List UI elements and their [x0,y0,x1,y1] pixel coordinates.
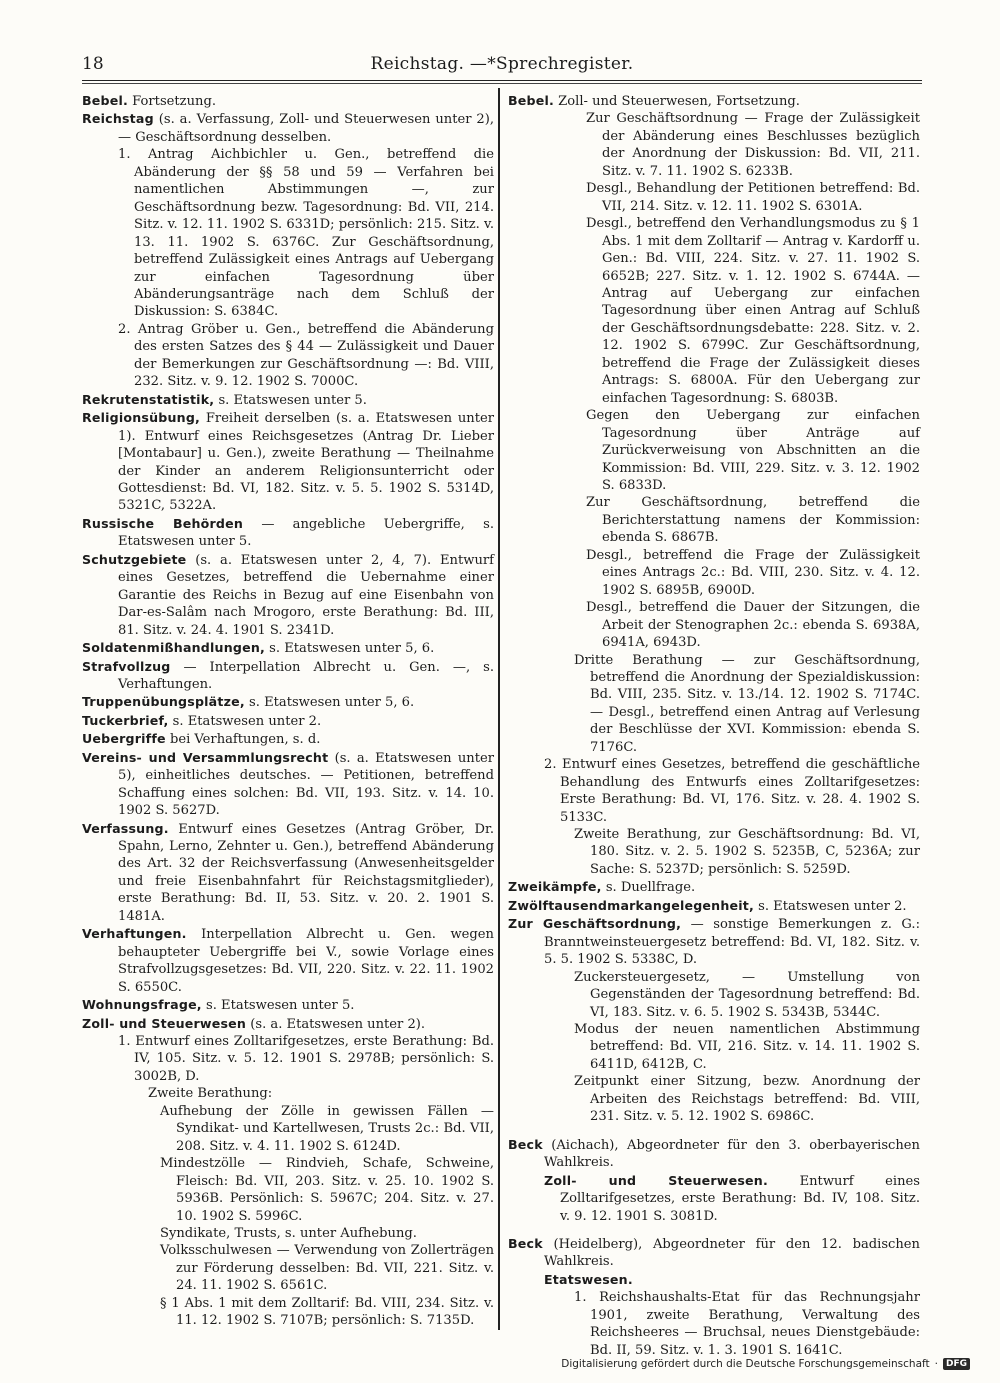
index-entry [82,1295,494,1330]
entry-text: Zoll- und Steuerwesen, Fortsetzung. [558,94,800,109]
entry-text: 1. Entwurf eines Zolltarifgesetzes, erste Berathung: Bd. IV, 105. Sitz. v. 5. 12. 1901 S. 2978B; persönlich: S. 3002B, D. [118,1034,494,1084]
header-rule [82,80,922,81]
entry-text: (Aichach), Abgeordneter für den 3. oberbayerischen Wahlkreis. [544,1137,920,1171]
entry-text: bei Verhaftungen, s. d. [169,732,321,748]
index-entry [82,1242,494,1294]
index-entry [508,756,920,826]
index-entry [508,92,920,110]
entry-headword: Bebel. [508,93,554,108]
entry-text: (s. a. Etatswesen unter 2). [250,1016,426,1032]
entry-headword: Religionsübung, [82,410,201,426]
entry-text: Modus der neuen namentlichen Abstimmung betreffend: Bd. VII, 216. Sitz. v. 14. 11. 1902 S. 6411D, 6412B, C. [574,1022,920,1072]
index-entry [82,1103,494,1155]
index-entry [82,749,494,820]
entry-headword: Schutzgebiete [82,551,187,567]
entry-headword: Zoll- und Steuerwesen. [544,1172,768,1188]
entry-text: Interpellation Albrecht u. Gen. wegen behaupteter Uebergriffe bei V., sowie Vorlage eines Strafvollzugsgesetzes: Bd. VII, 220. Sitz. v. 22. 11. 1902 S. 6550C. [118,927,494,995]
index-entry [508,180,920,215]
entry-text: s. Duellfrage. [605,880,696,896]
entry-text: — angebliche Uebergriffe, s. Etatswesen unter 5. [118,516,494,550]
index-entry [508,1289,920,1359]
entry-text: Desgl., betreffend den Verhandlungsmodus zu § 1 Abs. 1 mit dem Zolltarif — Antrag v. Kardorff u. Gen.: Bd. VIII, 224. Sitz. v. 27. 11. 1902 S. 6652B; 227. Sitz. v. 1. 12. 1902 S. 6744A. — Antrag auf Uebergang zur einfachen Tagesordnung über einen Antrag auf Schluß der Geschäftsordnungsdebatte: 228. Sitz. v. 2. 12. 1902 S. 6799C. Zur Geschäftsordnung, betreffend die Frage der Zulässigkeit dieses Antrags: S. 6800A. Für den Uebergang zur einfachen Tagesordnung: S. 6803B. [586,216,920,406]
left-column [82,92,494,1330]
column-divider [498,88,500,1330]
entry-text: s. Etatswesen unter 2. [758,898,907,914]
index-entry [82,321,494,391]
index-entry [508,652,920,757]
entry-headword: Verhaftungen. [82,926,187,942]
entry-text: (s. a. Verfassung, Zoll- und Steuerwesen unter 2), — Geschäftsordnung desselben. [118,112,494,145]
entry-headword: Wohnungsfrage, [82,997,202,1013]
entry-text: (Heidelberg), Abgeordneter für den 12. badischen Wahlkreis. [544,1237,920,1270]
entry-headword: Etatswesen. [544,1271,633,1287]
entry-text: (s. a. Etatswesen unter 2, 4, 7). Entwurf eines Gesetzes, betreffend die Uebernahme einer Garantie des Reichs in Bezug auf eine Eisenbahn von Dar-es-Salâm nach Mrogoro, erste Berathung: Bd. III, 81. Sitz. v. 24. 4. 1901 S. 2341D. [118,552,494,638]
index-entry [82,1225,494,1242]
entry-headword: Zoll- und Steuerwesen [82,1015,247,1031]
entry-headword: Soldatenmißhandlungen, [82,640,265,656]
entry-text: Entwurf eines Gesetzes (Antrag Gröber, Dr. Spahn, Lerno, Zehnter u. Gen.), betreffend Abänderung des Art. 32 der Reichsverfassung (Anwesenheitsgelder und freie Eisenbahnfahrt für Reichstagsmitglieder), erste Berathung: Bd. II, 53. Sitz. v. 20. 2. 1901 S. 1481A. [118,821,494,924]
page-number: 18 [82,54,104,74]
index-entry [508,897,920,915]
index-entry [508,969,920,1021]
index-entry [82,110,494,146]
right-column [508,92,920,1359]
index-entry [82,92,494,110]
entry-text: Aufhebung der Zölle in gewissen Fällen — Syndikat- und Kartellwesen, Trusts 2c.: Bd. VII, 208. Sitz. v. 4. 11. 1902 S. 6124D. [160,1103,494,1154]
footer-credit: Digitalisierung gefördert durch die Deutsche Forschungsgemeinschaft [561,1358,930,1370]
index-entry [82,925,494,996]
index-entry [82,712,494,730]
index-entry [82,693,494,711]
entry-text: Entwurf eines Zolltarifgesetzes, erste Berathung: Bd. IV, 108. Sitz. v. 9. 12. 1901 S. 3081D. [560,1173,920,1224]
entry-text: Zweite Berathung, zur Geschäftsordnung: Bd. VI, 180. Sitz. v. 2. 5. 1902 S. 5235B, C, 5236A; zur Sache: S. 5237D; persönlich: S. 5259D. [574,827,920,877]
entry-text: Desgl., betreffend die Dauer der Sitzungen, die Arbeit der Stenographen 2c.: ebenda S. 6938A, 6941A, 6943D. [586,600,920,651]
entry-headword: Reichstag [82,111,154,127]
entry-text: Volksschulwesen — Verwendung von Zollerträgen zur Förderung desselben: Bd. VII, 221. Sitz. v. 24. 11. 1902 S. 6561C. [160,1243,494,1294]
entry-text: Zur Geschäftsordnung, betreffend die Berichterstattung namens der Kommission: ebenda S. 6867B. [586,495,920,546]
entry-text: Zuckersteuergesetz, — Umstellung von Gegenständen der Tagesordnung betreffend: Bd. VI, 183. Sitz. v. 6. 5. 1902 S. 5343B, 5344C. [574,969,920,1020]
index-entry [508,1136,920,1172]
entry-text: — sonstige Bemerkungen z. G.: Branntweinsteuergesetz betreffend: Bd. VI, 182. Sitz. v. 5. 5. 1902 S. 5338C, D. [544,917,920,968]
index-entry [82,1015,494,1033]
index-entry [82,820,494,926]
index-entry [508,547,920,599]
entry-text: s. Etatswesen unter 5, 6. [249,695,415,711]
entry-headword: Beck [508,1136,543,1152]
entry-text: 1. Antrag Aichbichler u. Gen., betreffend die Abänderung der §§ 58 und 59 — Verfahren bei namentlichen Abstimmungen —, zur Geschäftsordnung bezw. Tagesordnung: Bd. VII, 214. Sitz. v. 12. 11. 1902 S. 6331D; persönlich: 215. Sitz. v. 13. 11. 1902 S. 6376C. Zur Geschäftsordnung, betreffend Zulässigkeit eines Antrags auf Uebergang zur einfachen Tagesordnung über Abänderungsanträge nach dem Schluß der Diskussion: S. 6384C. [118,147,494,320]
entry-text: Desgl., Behandlung der Petitionen betreffend: Bd. VII, 214. Sitz. v. 12. 11. 1902 S. 6301A. [586,181,920,214]
entry-headword: Uebergriffe [82,731,166,747]
entry-text: Desgl., betreffend die Frage der Zulässigkeit eines Antrags 2c.: Bd. VIII, 230. Sitz. v. 4. 12. 1902 S. 6895B, 6900D. [586,547,920,598]
entry-text: Syndikate, Trusts, s. unter Aufhebung. [160,1226,417,1241]
index-entry [82,551,494,639]
entry-headword: Zur Geschäftsordnung, [508,916,682,932]
entry-headword: Russische Behörden [82,515,244,531]
entry-text: s. Etatswesen unter 5, 6. [269,641,435,657]
entry-text: Dritte Berathung — zur Geschäftsordnung, betreffend die Anordnung der Spezialdiskussion: Bd. VIII, 235. Sitz. v. 13./14. 12. 1902 S. 7174C. — Desgl., betreffend einen Antrag auf Verlesung der Beschlüsse der XVI. Kommission: ebenda S. 7176C. [574,652,920,755]
dfg-logo: DFG [943,1358,970,1370]
index-entry [82,515,494,551]
entry-headword: Tuckerbrief, [82,712,169,728]
index-entry [508,1235,920,1271]
index-entry [508,599,920,651]
index-entry [82,409,494,515]
entry-text: s. Etatswesen unter 2. [172,713,322,729]
entry-text: Mindestzölle — Rindvieh, Schafe, Schweine, Fleisch: Bd. VII, 203. Sitz. v. 25. 10. 1902 S. 5936B. Persönlich: S. 5967C; 204. Sitz. v. 27. 10. 1902 S. 5996C. [160,1156,494,1224]
index-entry [508,1073,920,1125]
entry-text: § 1 Abs. 1 mit dem Zolltarif: Bd. VIII, 234. Sitz. v. 11. 12. 1902 S. 7107B; persönlich: S. 7135D. [160,1295,494,1329]
entry-text: Gegen den Uebergang zur einfachen Tagesordnung über Anträge auf Zurückverweisung von Abschnitten an die Kommission: Bd. VIII, 229. Sitz. v. 3. 12. 1902 S. 6833D. [586,408,920,493]
entry-headword: Rekrutenstatistik, [82,391,215,407]
index-entry [82,146,494,321]
index-entry [508,494,920,546]
index-entry [508,878,920,896]
entry-text: Zeitpunkt einer Sitzung, bezw. Anordnung der Arbeiten des Reichstags betreffend: Bd. VIII, 231. Sitz. v. 5. 12. 1902 S. 6986C. [574,1074,920,1125]
entry-headword: Verfassung. [82,820,169,836]
entry-text: Fortsetzung. [132,94,216,109]
entry-headword: Beck [508,1236,543,1251]
index-entry [508,1021,920,1073]
entry-text: — Interpellation Albrecht u. Gen. —, s. Verhaftungen. [118,659,494,692]
index-entry [508,915,920,968]
page-header [82,50,922,80]
index-entry [508,215,920,407]
running-title: Reichstag. —*Sprechregister. [370,54,634,74]
entry-text: s. Etatswesen unter 5. [218,392,367,408]
entry-text: Zweite Berathung: [148,1086,273,1102]
index-entry [82,1033,494,1085]
entry-headword: Zweikämpfe, [508,879,602,895]
index-entry [508,1172,920,1225]
entry-headword: Vereins- und Versammlungsrecht [82,749,329,765]
entry-headword: Truppenübungsplätze, [82,694,245,710]
header-rule-thin [82,83,922,84]
index-entry [82,996,494,1014]
index-entry [82,639,494,657]
index-entry [82,391,494,409]
index-entry [82,1085,494,1102]
entry-text: Zur Geschäftsordnung — Frage der Zulässigkeit der Abänderung eines Beschlusses bezüglich der Anordnung der Diskussion: Bd. VII, 211. Sitz. v. 7. 11. 1902 S. 6233B. [586,111,920,179]
footer: Digitalisierung gefördert durch die Deutsche Forschungsgemeinschaft · DFG [561,1358,970,1370]
index-entry [82,658,494,694]
entry-text: Freiheit derselben (s. a. Etatswesen unter 1). Entwurf eines Reichsgesetzes (Antrag Dr. Lieber [Montabaur] u. Gen.), zweite Berathung — Theilnahme der Kinder an anderem Religionsunterricht oder Gottesdienst: Bd. VI, 182. Sitz. v. 5. 5. 1902 S. 5314D, 5321C, 5322A. [118,411,494,514]
entry-headword: Bebel. [82,93,128,108]
entry-text: 2. Entwurf eines Gesetzes, betreffend die geschäftliche Behandlung des Entwurfs eines Zolltarifgesetzes: Erste Berathung: Bd. VI, 176. Sitz. v. 28. 4. 1902 S. 5133C. [544,757,920,825]
entry-text: 2. Antrag Gröber u. Gen., betreffend die Abänderung des ersten Satzes des § 44 — Zulässigkeit und Dauer der Bemerkungen zur Geschäftsordnung —: Bd. VIII, 232. Sitz. v. 9. 12. 1902 S. 7000C. [118,321,494,390]
entry-text: s. Etatswesen unter 5. [205,998,355,1014]
index-entry [82,1155,494,1225]
entry-headword: Strafvollzug [82,658,171,674]
entry-text: 1. Reichshaushalts-Etat für das Rechnungsjahr 1901, zweite Berathung, Verwaltung des Reichsheeres — Bruchsal, neues Dienstgebäude: Bd. II, 59. Sitz. v. 1. 3. 1901 S. 1641C. [574,1290,920,1358]
entry-text: (s. a. Etatswesen unter 5), einheitliches deutsches. — Petitionen, betreffend Schaffung eines solchen: Bd. VII, 193. Sitz. v. 14. 10. 1902 S. 5627D. [118,750,494,819]
index-entry [508,407,920,494]
index-entry [508,826,920,878]
index-entry [508,1271,920,1289]
entry-headword: Zwölftausendmarkangelegenheit, [508,897,754,913]
index-entry [82,730,494,748]
index-entry [508,110,920,180]
